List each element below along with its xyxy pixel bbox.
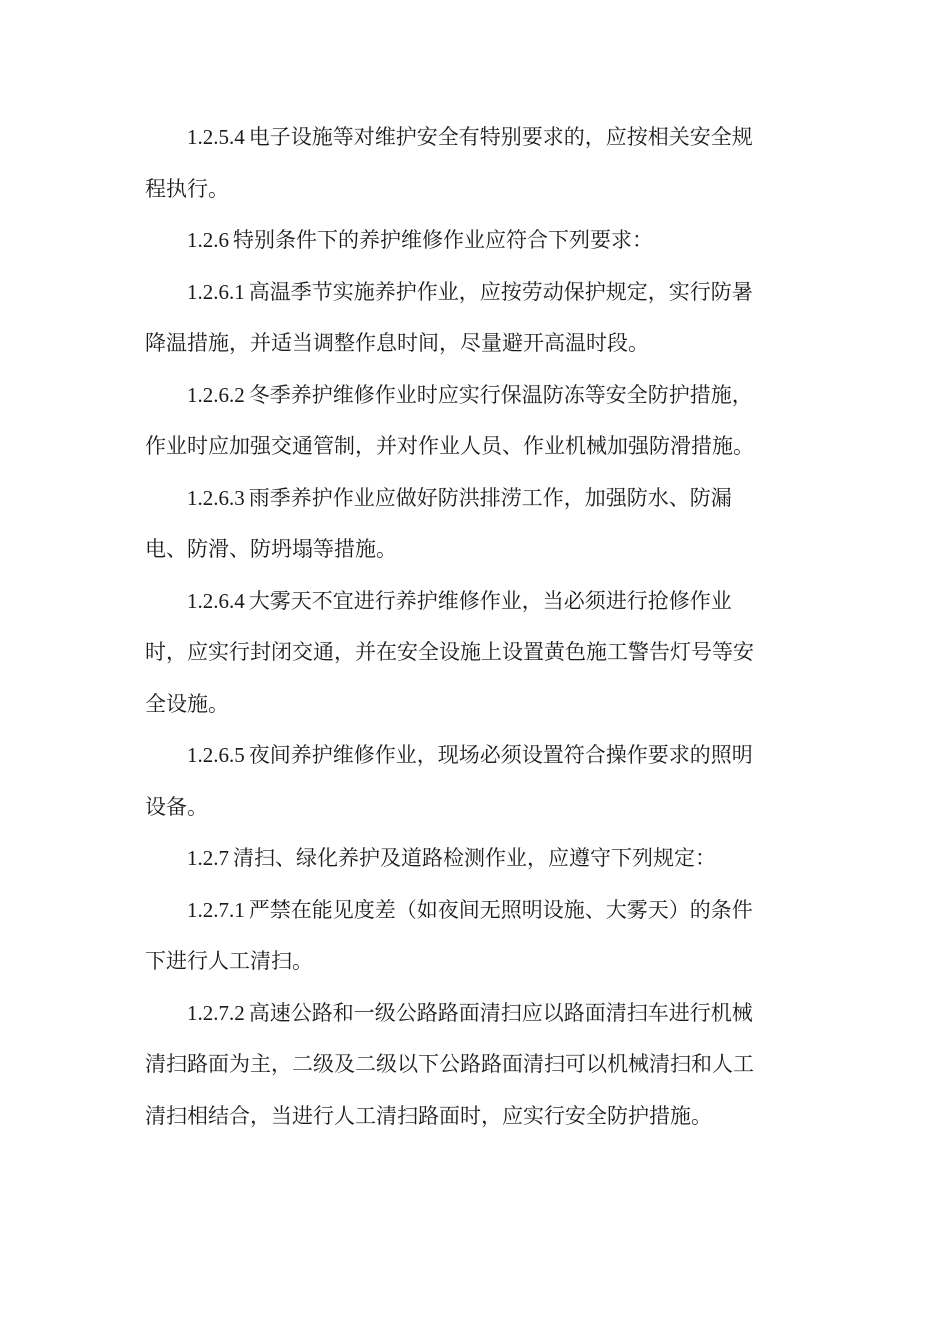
paragraph-line: 作业时应加强交通管制，并对作业人员、作业机械加强防滑措施。 [145,434,754,458]
paragraph-1-2-6-5 [145,730,795,833]
paragraph-line: 电子设施等对维护安全有特别要求的，应按相关安全规 [248,125,753,149]
paragraph-line: 设备。 [145,794,208,819]
paragraph-1-2-7-2 [145,988,795,1143]
section-number: 1.2.6.1 [187,279,245,304]
paragraph-line: 时，应实行封闭交通，并在安全设施上设置黄色施工警告灯号等安 [145,640,754,664]
document-page [145,112,795,1142]
paragraph-1-2-6 [145,215,795,267]
paragraph-line: 电、防滑、防坍塌等措施。 [145,537,397,561]
paragraph-line: 程执行。 [145,176,229,201]
paragraph-line: 严禁在能见度差（如夜间无照明设施、大雾天）的条件 [248,897,753,922]
paragraph-line: 高温季节实施养护作业，应按劳动保护规定，实行防暑 [248,279,753,304]
paragraph-1-2-6-2 [145,370,795,473]
paragraph-1-2-7-1 [145,885,795,988]
section-number: 1.2.6.3 [187,485,245,510]
paragraph-line: 雨季养护作业应做好防洪排涝工作，加强防水、防漏 [248,485,732,510]
paragraph-line: 清扫相结合，当进行人工清扫路面时，应实行安全防护措施。 [145,1103,712,1128]
paragraph-1-2-6-4 [145,576,795,731]
section-number: 1.2.7.2 [187,1000,245,1025]
paragraph-line: 大雾天不宜进行养护维修作业，当必须进行抢修作业 [248,588,732,613]
paragraph-line: 全设施。 [145,691,229,716]
paragraph-1-2-6-1 [145,267,795,370]
paragraph-line: 夜间养护维修作业，现场必须设置符合操作要求的照明 [248,743,753,767]
section-number: 1.2.6.4 [187,588,245,613]
paragraph-line: 特别条件下的养护维修作业应符合下列要求： [233,228,653,252]
paragraph-line: 下进行人工清扫。 [145,949,313,973]
section-number: 1.2.6.5 [187,743,245,767]
paragraph-line: 清扫路面为主，二级及二级以下公路路面清扫可以机械清扫和人工 [145,1052,754,1076]
section-number: 1.2.7 [187,846,229,870]
paragraph-line: 高速公路和一级公路路面清扫应以路面清扫车进行机械 [248,1000,753,1025]
paragraph-line: 冬季养护维修作业时应实行保温防冻等安全防护措施， [248,382,753,407]
section-number: 1.2.5.4 [187,125,245,149]
paragraph-1-2-7 [145,833,795,885]
section-number: 1.2.6.2 [187,382,245,407]
paragraph-1-2-6-3 [145,473,795,576]
paragraph-line: 降温措施，并适当调整作息时间，尽量避开高温时段。 [145,331,649,355]
paragraph-1-2-5-4 [145,112,795,215]
section-number: 1.2.7.1 [187,897,245,922]
paragraph-line: 清扫、绿化养护及道路检测作业，应遵守下列规定： [233,846,716,870]
section-number: 1.2.6 [187,228,229,252]
